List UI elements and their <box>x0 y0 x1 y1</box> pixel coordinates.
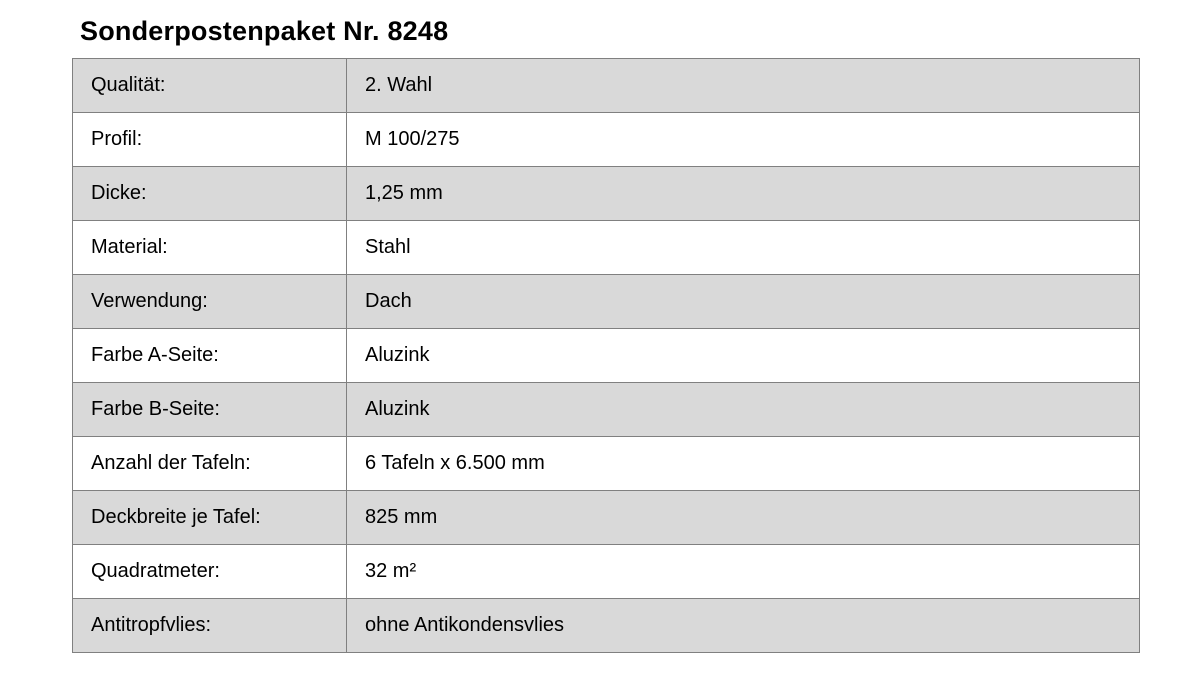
spec-label-cell: Farbe A-Seite: <box>73 329 347 383</box>
spec-value-cell: M 100/275 <box>347 113 1140 167</box>
page-title: Sonderpostenpaket Nr. 8248 <box>80 16 449 46</box>
spec-value-cell: 2. Wahl <box>347 59 1140 113</box>
spec-label-cell: Quadratmeter: <box>73 545 347 599</box>
spec-value-cell: 825 mm <box>347 491 1140 545</box>
table-row <box>73 329 1140 383</box>
spec-value-cell: 32 m² <box>347 545 1140 599</box>
spec-label-cell: Profil: <box>73 113 347 167</box>
table-row <box>73 221 1140 275</box>
table-row <box>73 167 1140 221</box>
spec-value-cell: 6 Tafeln x 6.500 mm <box>347 437 1140 491</box>
spec-value-cell: Stahl <box>347 221 1140 275</box>
spec-label-cell: Anzahl der Tafeln: <box>73 437 347 491</box>
spec-value-cell: Dach <box>347 275 1140 329</box>
spec-label-cell: Qualität: <box>73 59 347 113</box>
spec-label-cell: Deckbreite je Tafel: <box>73 491 347 545</box>
spec-value-cell: 1,25 mm <box>347 167 1140 221</box>
spec-table-body <box>73 59 1140 653</box>
table-row <box>73 437 1140 491</box>
spec-label-cell: Farbe B-Seite: <box>73 383 347 437</box>
table-row <box>73 383 1140 437</box>
spec-label-cell: Material: <box>73 221 347 275</box>
table-row <box>73 275 1140 329</box>
spec-table-container <box>72 58 1140 653</box>
table-row <box>73 545 1140 599</box>
spec-value-cell: ohne Antikondensvlies <box>347 599 1140 653</box>
spec-label-cell: Dicke: <box>73 167 347 221</box>
spec-label-cell: Verwendung: <box>73 275 347 329</box>
spec-label-cell: Antitropfvlies: <box>73 599 347 653</box>
spec-value-cell: Aluzink <box>347 383 1140 437</box>
table-row <box>73 599 1140 653</box>
table-row <box>73 491 1140 545</box>
table-row <box>73 59 1140 113</box>
spec-value-cell: Aluzink <box>347 329 1140 383</box>
product-spec-table <box>72 58 1140 653</box>
table-row <box>73 113 1140 167</box>
